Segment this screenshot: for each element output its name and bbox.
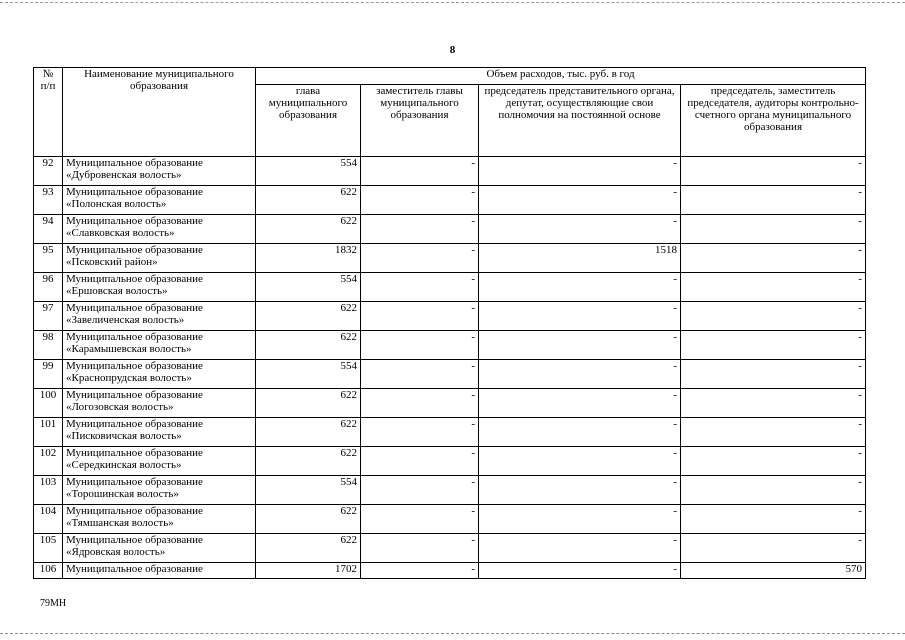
- value-head: 1832: [256, 244, 361, 273]
- table-row: [34, 157, 866, 186]
- value-head: 622: [256, 186, 361, 215]
- value-head: 622: [256, 447, 361, 476]
- value-head: 622: [256, 389, 361, 418]
- municipality-title: «Торошинская волость»: [66, 488, 179, 500]
- value-head: 622: [256, 534, 361, 563]
- row-number: 98: [34, 331, 63, 360]
- value-audit: -: [681, 476, 866, 505]
- table-row: [34, 360, 866, 389]
- municipality-name: [63, 186, 256, 215]
- value-representative: 1518: [479, 244, 681, 273]
- value-head: 1702: [256, 563, 361, 579]
- value-representative: -: [479, 331, 681, 360]
- value-audit: -: [681, 534, 866, 563]
- table-row: [34, 244, 866, 273]
- row-number: 105: [34, 534, 63, 563]
- value-representative: -: [479, 215, 681, 244]
- table-row: [34, 418, 866, 447]
- scan-edge-bottom: [0, 633, 905, 634]
- municipality-type: Муниципальное образование: [66, 447, 203, 459]
- value-deputy-head: -: [361, 215, 479, 244]
- row-number: 100: [34, 389, 63, 418]
- municipality-type: Муниципальное образование: [66, 563, 203, 575]
- value-deputy-head: -: [361, 563, 479, 579]
- value-deputy-head: -: [361, 302, 479, 331]
- header-col-deputy-head: заместитель главы муниципального образования: [361, 85, 479, 157]
- value-head: 622: [256, 418, 361, 447]
- value-head: 622: [256, 331, 361, 360]
- municipality-name: [63, 331, 256, 360]
- value-representative: -: [479, 476, 681, 505]
- value-head: 622: [256, 505, 361, 534]
- value-deputy-head: -: [361, 476, 479, 505]
- municipality-type: Муниципальное образование: [66, 534, 203, 546]
- value-head: 554: [256, 476, 361, 505]
- municipality-type: Муниципальное образование: [66, 273, 203, 285]
- row-number: 101: [34, 418, 63, 447]
- table-row: [34, 215, 866, 244]
- header-col-head: глава муниципального образования: [256, 85, 361, 157]
- value-representative: -: [479, 505, 681, 534]
- value-deputy-head: -: [361, 360, 479, 389]
- municipality-type: Муниципальное образование: [66, 360, 203, 372]
- value-audit: -: [681, 302, 866, 331]
- row-number: 104: [34, 505, 63, 534]
- value-deputy-head: -: [361, 505, 479, 534]
- row-number: 95: [34, 244, 63, 273]
- value-deputy-head: -: [361, 418, 479, 447]
- municipality-name: [63, 273, 256, 302]
- value-deputy-head: -: [361, 331, 479, 360]
- municipality-type: Муниципальное образование: [66, 186, 203, 198]
- scan-edge-top: [0, 2, 905, 3]
- municipality-title: «Славковская волость»: [66, 227, 175, 239]
- value-representative: -: [479, 534, 681, 563]
- header-volume: Объем расходов, тыс. руб. в год: [256, 68, 866, 85]
- header-col-audit: председатель, заместитель председателя, аудиторы контрольно-счетного органа муниципального образования: [681, 85, 866, 157]
- municipality-title: «Карамышевская волость»: [66, 343, 192, 355]
- page-number: 8: [449, 44, 456, 56]
- header-num: № п/п: [34, 68, 63, 157]
- value-head: 554: [256, 157, 361, 186]
- table-row: [34, 273, 866, 302]
- municipality-name: [63, 447, 256, 476]
- municipality-title: «Дубровенская волость»: [66, 169, 182, 181]
- municipality-name: [63, 244, 256, 273]
- value-audit: -: [681, 505, 866, 534]
- municipality-title: «Тямшанская волость»: [66, 517, 174, 529]
- table-header: [34, 68, 866, 157]
- municipality-title: «Ядровская волость»: [66, 546, 166, 558]
- header-name: Наименование муниципального образования: [63, 68, 256, 157]
- row-number: 92: [34, 157, 63, 186]
- value-audit: -: [681, 186, 866, 215]
- value-deputy-head: -: [361, 273, 479, 302]
- municipality-type: Муниципальное образование: [66, 157, 203, 169]
- municipality-title: «Середкинская волость»: [66, 459, 182, 471]
- table-row: [34, 447, 866, 476]
- municipality-title: «Псковский район»: [66, 256, 158, 268]
- table-row: [34, 505, 866, 534]
- value-audit: -: [681, 244, 866, 273]
- value-audit: -: [681, 447, 866, 476]
- value-deputy-head: -: [361, 244, 479, 273]
- expenses-table: [33, 67, 866, 579]
- value-representative: -: [479, 389, 681, 418]
- document-code: 79МН: [40, 598, 67, 609]
- municipality-type: Муниципальное образование: [66, 331, 203, 343]
- row-number: 97: [34, 302, 63, 331]
- value-head: 622: [256, 302, 361, 331]
- municipality-name: [63, 476, 256, 505]
- municipality-type: Муниципальное образование: [66, 389, 203, 401]
- municipality-title: «Краснопрудская волость»: [66, 372, 192, 384]
- municipality-title: «Писковичская волость»: [66, 430, 182, 442]
- value-head: 554: [256, 360, 361, 389]
- row-number: 93: [34, 186, 63, 215]
- value-representative: -: [479, 563, 681, 579]
- value-representative: -: [479, 418, 681, 447]
- value-representative: -: [479, 157, 681, 186]
- municipality-title: «Завеличенская волость»: [66, 314, 185, 326]
- value-representative: -: [479, 302, 681, 331]
- municipality-name: [63, 534, 256, 563]
- value-deputy-head: -: [361, 447, 479, 476]
- municipality-name: [63, 389, 256, 418]
- value-audit: -: [681, 157, 866, 186]
- municipality-name: [63, 215, 256, 244]
- table-row: [34, 186, 866, 215]
- municipality-type: Муниципальное образование: [66, 505, 203, 517]
- municipality-title: «Полонская волость»: [66, 198, 167, 210]
- table-row: [34, 563, 866, 579]
- municipality-name: [63, 505, 256, 534]
- value-deputy-head: -: [361, 534, 479, 563]
- value-audit: -: [681, 389, 866, 418]
- value-representative: -: [479, 447, 681, 476]
- municipality-name: [63, 302, 256, 331]
- value-audit: -: [681, 360, 866, 389]
- header-col-representative: председатель представительного органа, депутат, осуществляющие свои полномочия на постоянной основе: [479, 85, 681, 157]
- municipality-name: [63, 157, 256, 186]
- municipality-type: Муниципальное образование: [66, 476, 203, 488]
- value-representative: -: [479, 186, 681, 215]
- row-number: 99: [34, 360, 63, 389]
- value-representative: -: [479, 360, 681, 389]
- row-number: 102: [34, 447, 63, 476]
- municipality-title: «Логозовская волость»: [66, 401, 174, 413]
- table-row: [34, 302, 866, 331]
- municipality-name: [63, 418, 256, 447]
- municipality-type: Муниципальное образование: [66, 244, 203, 256]
- municipality-name: [63, 360, 256, 389]
- municipality-title: «Ершовская волость»: [66, 285, 168, 297]
- value-deputy-head: -: [361, 186, 479, 215]
- municipality-type: Муниципальное образование: [66, 418, 203, 430]
- value-audit: -: [681, 215, 866, 244]
- row-number: 106: [34, 563, 63, 579]
- value-representative: -: [479, 273, 681, 302]
- row-number: 103: [34, 476, 63, 505]
- municipality-type: Муниципальное образование: [66, 302, 203, 314]
- table-row: [34, 476, 866, 505]
- table-row: [34, 534, 866, 563]
- row-number: 96: [34, 273, 63, 302]
- value-deputy-head: -: [361, 389, 479, 418]
- value-audit: 570: [681, 563, 866, 579]
- value-deputy-head: -: [361, 157, 479, 186]
- municipality-type: Муниципальное образование: [66, 215, 203, 227]
- table-row: [34, 389, 866, 418]
- municipality-name: [63, 563, 256, 579]
- value-audit: -: [681, 418, 866, 447]
- value-audit: -: [681, 273, 866, 302]
- row-number: 94: [34, 215, 63, 244]
- value-audit: -: [681, 331, 866, 360]
- value-head: 554: [256, 273, 361, 302]
- table-row: [34, 331, 866, 360]
- value-head: 622: [256, 215, 361, 244]
- table-body: [34, 157, 866, 579]
